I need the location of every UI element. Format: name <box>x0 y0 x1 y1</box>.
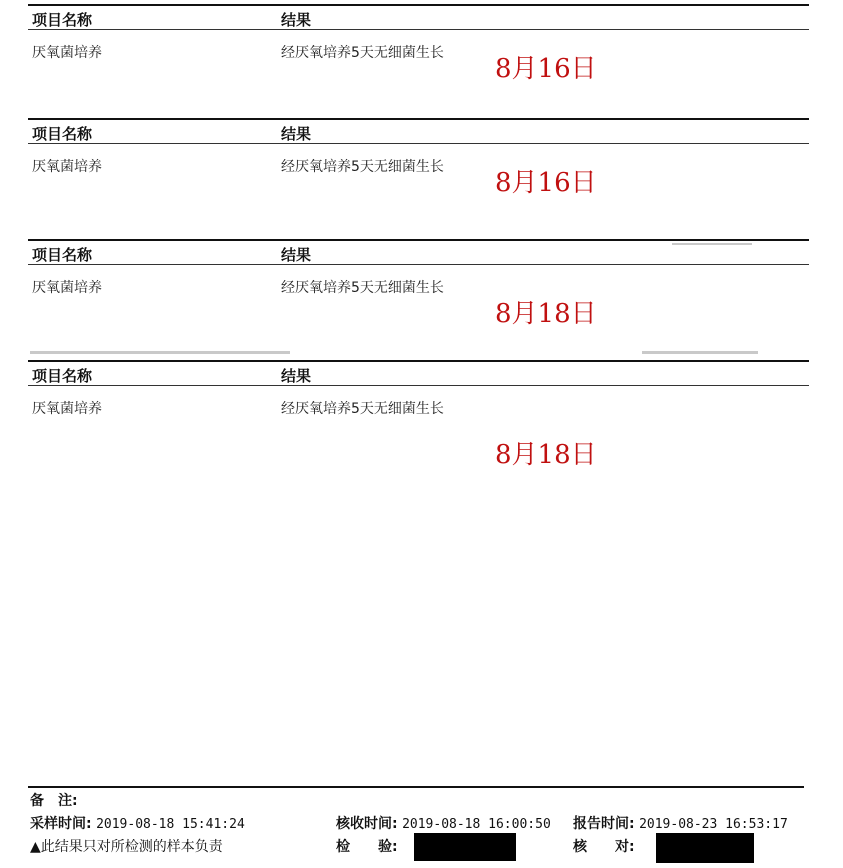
header-item-name: 项目名称 <box>32 367 93 385</box>
disclaimer-text: ▲此结果只对所检测的样本负责 <box>30 839 223 855</box>
result-cell: 经厌氧培养5天无细菌生长 <box>281 280 444 296</box>
header-result: 结果 <box>281 125 312 143</box>
header-result: 结果 <box>281 11 312 29</box>
handwritten-date-annotation: 8月16日 <box>495 168 597 198</box>
result-section-4 <box>0 360 843 470</box>
result-section-2 <box>0 118 843 228</box>
report-time-value: 2019-08-23 16:53:17 <box>639 817 788 832</box>
disclaimer <box>30 836 223 856</box>
scan-artifact <box>642 351 758 354</box>
item-name-cell: 厌氧菌培养 <box>32 45 102 61</box>
header-result: 结果 <box>281 367 312 385</box>
receive-time <box>336 813 551 833</box>
remark-label: 备 注: <box>30 793 78 809</box>
result-cell: 经厌氧培养5天无细菌生长 <box>281 159 444 175</box>
section-top-rule <box>28 118 809 120</box>
inspector <box>336 836 398 856</box>
sample-time-label: 采样时间: <box>30 816 92 832</box>
header-bottom-rule <box>28 143 809 144</box>
report-time <box>573 813 788 833</box>
handwritten-date-annotation: 8月18日 <box>495 299 597 329</box>
item-name-cell: 厌氧菌培养 <box>32 280 102 296</box>
header-item-name: 项目名称 <box>32 125 93 143</box>
scan-artifact <box>30 351 290 354</box>
result-section-1 <box>0 4 843 114</box>
header-result: 结果 <box>281 246 312 264</box>
remark <box>30 790 78 810</box>
redacted-inspector-signature <box>414 833 516 861</box>
header-item-name: 项目名称 <box>32 246 93 264</box>
handwritten-date-annotation: 8月16日 <box>495 54 597 84</box>
header-bottom-rule <box>28 29 809 30</box>
section-top-rule <box>28 239 809 241</box>
sample-time-value: 2019-08-18 15:41:24 <box>96 817 245 832</box>
handwritten-date-annotation: 8月18日 <box>495 440 597 470</box>
redacted-checker-signature <box>656 833 754 863</box>
report-time-label: 报告时间: <box>573 816 635 832</box>
sample-time <box>30 813 245 833</box>
header-item-name: 项目名称 <box>32 11 93 29</box>
result-section-3 <box>0 239 843 349</box>
result-cell: 经厌氧培养5天无细菌生长 <box>281 401 444 417</box>
receive-time-label: 核收时间: <box>336 816 398 832</box>
section-top-rule <box>28 4 809 6</box>
receive-time-value: 2019-08-18 16:00:50 <box>402 817 551 832</box>
footer-rule <box>28 786 804 788</box>
inspector-label: 检 验: <box>336 839 398 855</box>
result-cell: 经厌氧培养5天无细菌生长 <box>281 45 444 61</box>
checker <box>573 836 635 856</box>
header-bottom-rule <box>28 385 809 386</box>
item-name-cell: 厌氧菌培养 <box>32 159 102 175</box>
section-top-rule <box>28 360 809 362</box>
header-bottom-rule <box>28 264 809 265</box>
item-name-cell: 厌氧菌培养 <box>32 401 102 417</box>
checker-label: 核 对: <box>573 839 635 855</box>
scan-artifact <box>672 243 752 245</box>
